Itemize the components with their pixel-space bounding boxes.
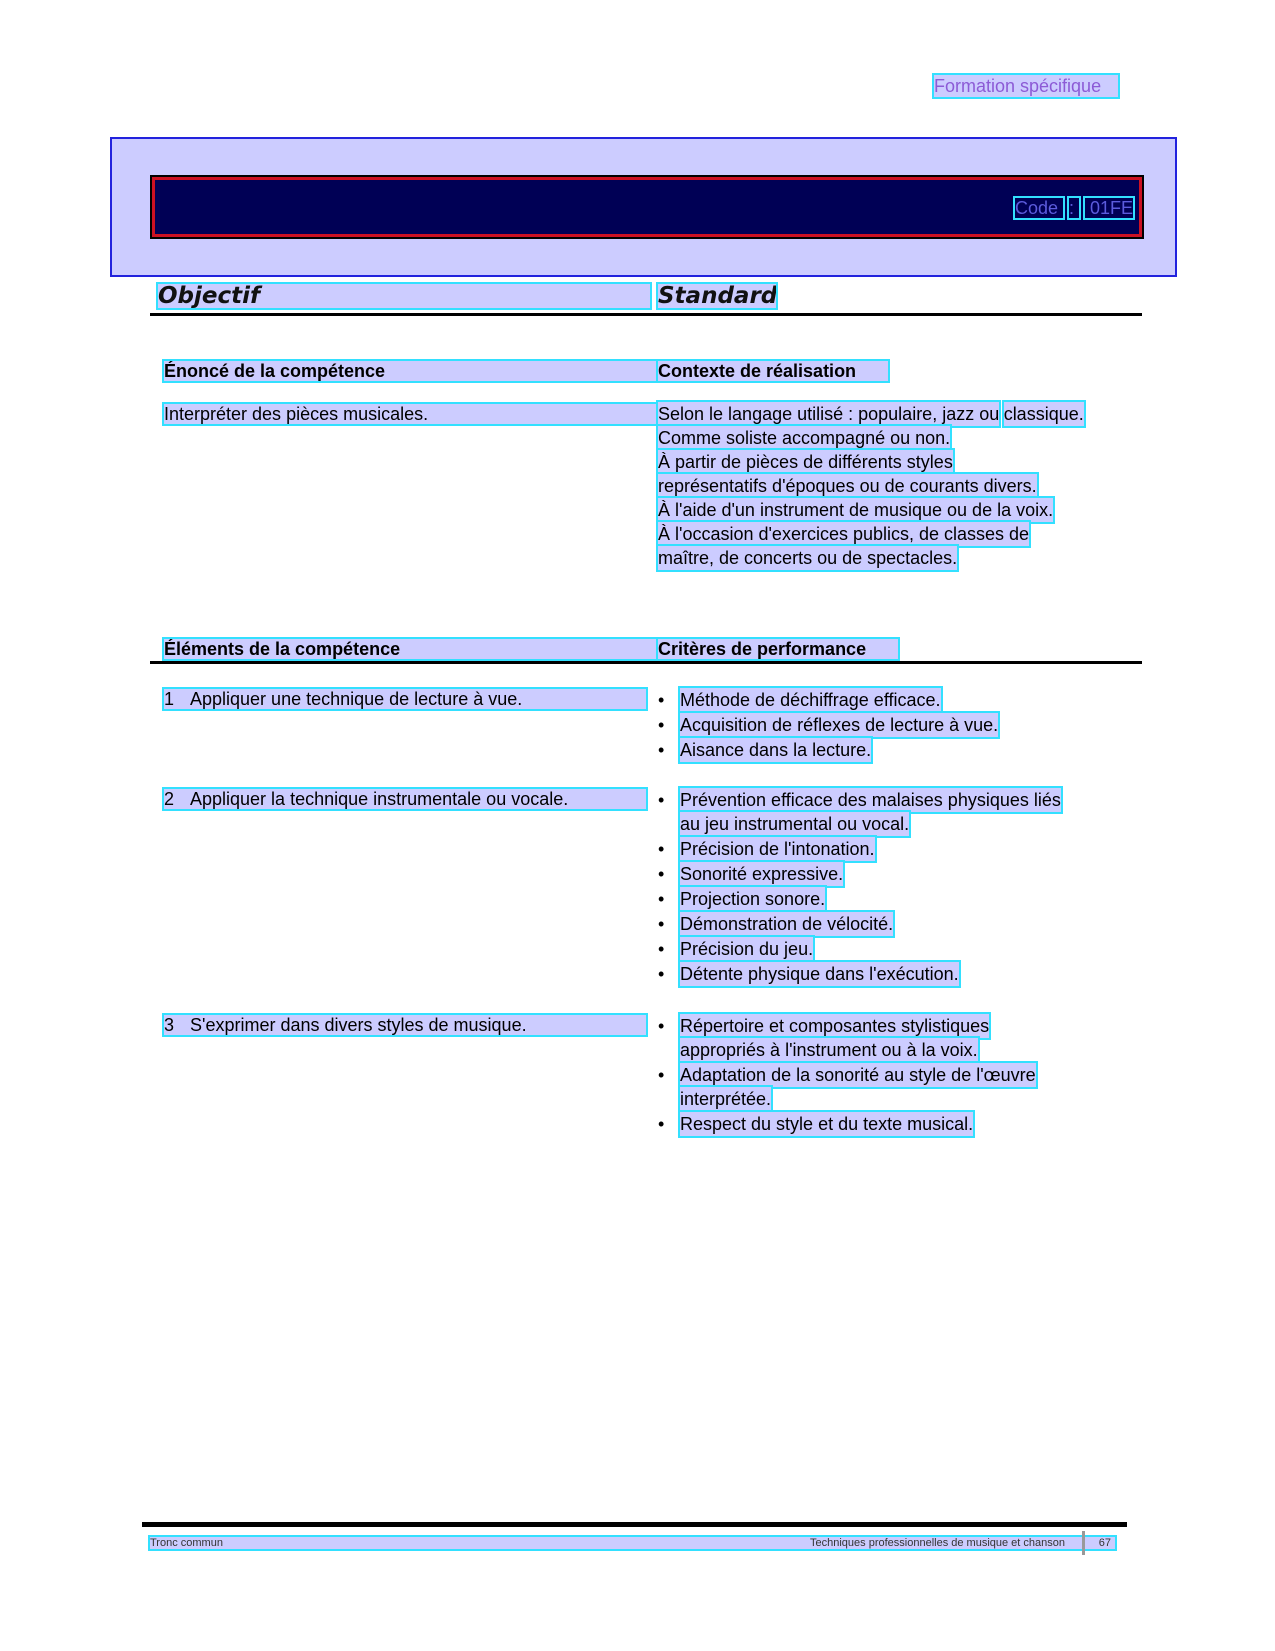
context-line: représentatifs d'époques ou de courants divers.: [658, 476, 1037, 496]
column-heading-objectif: Objectif: [158, 284, 650, 308]
element-item-2: [164, 789, 646, 809]
footer: [150, 1537, 1115, 1549]
section-label: Formation spécifique: [934, 75, 1118, 97]
context-line: À l'aide d'un instrument de musique ou de la voix.: [658, 500, 1054, 520]
element-number: 3: [164, 1015, 175, 1035]
code-value: 01FE: [1085, 198, 1133, 218]
heading-rule: [150, 313, 1142, 316]
elements-title: Éléments de la compétence: [164, 639, 656, 659]
context-title: Contexte de réalisation: [658, 361, 888, 381]
element-number: 2: [164, 789, 175, 809]
competence-text: Interpréter des pièces musicales.: [164, 404, 656, 424]
element-item-1: [164, 689, 646, 709]
criteria-title: Critères de performance: [658, 639, 898, 659]
criteria-item: • Prévention efficace des malaises physiques liés au jeu instrumental ou vocal.: [658, 790, 1061, 834]
code-label: Code: [1015, 198, 1063, 218]
criteria-item: • Répertoire et composantes stylistiques appropriés à l'instrument ou à la voix.: [658, 1016, 990, 1060]
criteria-item: • Précision de l'intonation.: [658, 839, 875, 859]
criteria-item: • Projection sonore.: [658, 889, 826, 909]
code-colon: :: [1069, 198, 1079, 218]
column-heading-standard: Standard: [658, 283, 778, 309]
criteria-item: • Sonorité expressive.: [658, 864, 844, 884]
code-box: [1015, 198, 1133, 218]
competence-title: Énoncé de la compétence: [164, 361, 656, 381]
criteria-item: • Méthode de déchiffrage efficace.: [658, 690, 941, 710]
context-line: Selon le langage utilisé : populaire, jazz ou: [658, 404, 1000, 424]
criteria-group-3: [658, 1014, 1128, 1137]
elements-rule: [150, 661, 1142, 664]
criteria-group-2: [658, 788, 1128, 987]
criteria-item: • Aisance dans la lecture.: [658, 740, 872, 760]
element-text: Appliquer la technique instrumentale ou vocale.: [190, 789, 569, 809]
criteria-item: • Acquisition de réflexes de lecture à vue.: [658, 715, 999, 735]
context-line: À partir de pièces de différents styles: [658, 452, 953, 472]
footer-right: Techniques professionnelles de musique et chanson: [810, 1537, 1065, 1549]
element-item-3: [164, 1015, 646, 1035]
context-line: Comme soliste accompagné ou non.: [658, 428, 951, 448]
context-line: maître, de concerts ou de spectacles.: [658, 548, 958, 568]
criteria-group-1: [658, 688, 1128, 763]
criteria-item: • Détente physique dans l'exécution.: [658, 964, 959, 984]
footer-rule: [142, 1522, 1127, 1527]
element-text: S'exprimer dans divers styles de musique.: [190, 1015, 527, 1035]
context-list: [658, 402, 1118, 570]
context-line: classique.: [1003, 404, 1084, 424]
criteria-item: • Précision du jeu.: [658, 939, 814, 959]
footer-left: Tronc commun: [150, 1537, 223, 1549]
criteria-item: • Respect du style et du texte musical.: [658, 1114, 974, 1134]
page-number: 67: [1098, 1537, 1111, 1549]
criteria-item: • Adaptation de la sonorité au style de l'œuvre interprétée.: [658, 1065, 1036, 1109]
criteria-item: • Démonstration de vélocité.: [658, 914, 894, 934]
footer-separator: [1082, 1531, 1085, 1555]
header-frame: [110, 137, 1177, 277]
element-number: 1: [164, 689, 175, 709]
title-bar: [152, 177, 1142, 237]
element-text: Appliquer une technique de lecture à vue.: [190, 689, 523, 709]
context-line: À l'occasion d'exercices publics, de classes de: [658, 524, 1030, 544]
